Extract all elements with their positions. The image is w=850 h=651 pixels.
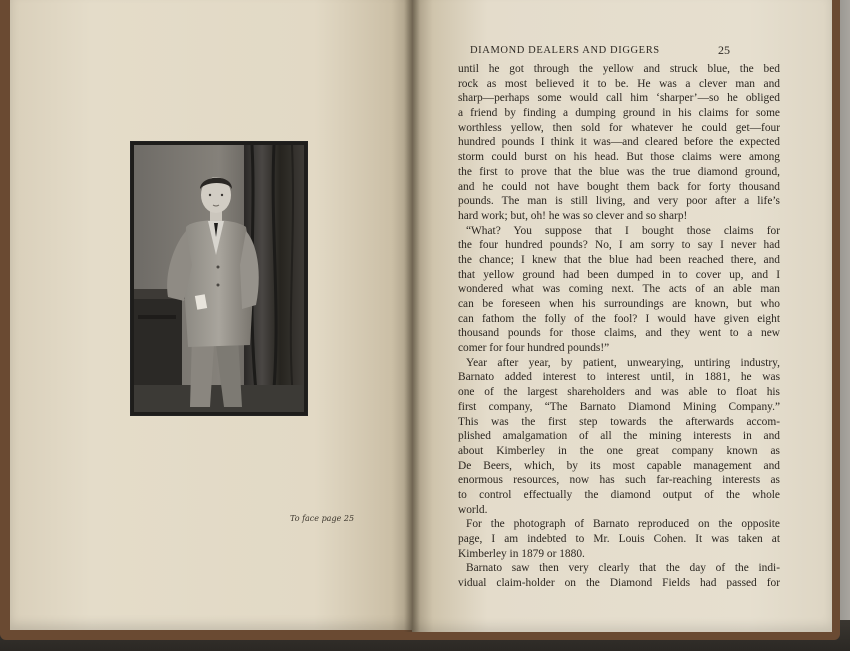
text-line: until he got through the yellow and struck blue, the bed: [458, 63, 780, 75]
text-line: one of the largest shareholders and was able to float his: [458, 386, 780, 399]
text-line: thousand pounds for those claims, and they went to a new: [458, 327, 780, 340]
text-line: can be foreseen when his surroundings are known, but who: [458, 298, 780, 310]
text-line: storm could burst on his head. But those claims were among: [458, 151, 780, 164]
text-line: hundred pounds I think it was—and cleared before the expected: [458, 136, 780, 149]
text-line: the chance; I knew that the blue had been reached there, and: [458, 253, 780, 266]
text-line: the four hundred pounds? No, I am sorry to say I never had: [458, 239, 780, 252]
text-line: enormous resources, now has such far-reaching interests as: [458, 474, 780, 487]
text-line: to control effectually the diamond output of the whole: [458, 488, 780, 501]
text-line: comer for four hundred pounds!”: [458, 342, 610, 355]
body-text: [458, 62, 780, 591]
text-line: pounds. The man is still living, and very poor after a life’s: [458, 195, 780, 208]
plate-caption: To face page 25: [290, 514, 355, 523]
text-line: “What? You suppose that I bought those claims for: [466, 224, 780, 237]
text-line: a friend by finding a dumping ground in his claims for some: [458, 107, 780, 120]
text-line: the first to prove that the blue was the true diamond ground,: [458, 165, 780, 178]
text-line: Kimberley in 1879 or 1880.: [458, 547, 585, 560]
text-line: and he could not have bought them back for forty thousand: [458, 180, 780, 193]
text-line: Barnato added interest to interest until, in 1881, he was: [458, 371, 780, 384]
text-line: sharp—perhaps some would call him ‘sharper’—so he obliged: [458, 92, 780, 105]
text-line: Year after year, by patient, unwearying, untiring industry,: [466, 356, 780, 369]
text-line: plished amalgamation of all the mining interests in and: [458, 430, 780, 443]
text-line: vidual claim-holder on the Diamond Fields had passed for: [458, 577, 780, 590]
text-line: worthless yellow, then sold for whatever he could get—four: [458, 121, 780, 134]
text-line: that yellow ground had been dumped in to cover up, and I: [458, 268, 780, 281]
text-line: Barnato saw then very clearly that the day of the indi-: [466, 562, 780, 575]
page-number: 25: [718, 43, 730, 57]
text-line: rock as most believed it to be. He was a clever man and: [458, 77, 780, 90]
running-head: DIAMOND DEALERS AND DIGGERS: [470, 45, 660, 56]
text-line: This was the first step towards the afterwards accom-: [458, 415, 780, 428]
text-line: world.: [458, 503, 488, 516]
text-line: first company, “The Barnato Diamond Mining Company.”: [458, 400, 780, 413]
portrait-photograph: [130, 141, 308, 416]
text-line: about Kimberley in the one great company known as: [458, 444, 780, 457]
text-line: hard work; but, oh! he was so clever and so sharp!: [458, 209, 688, 222]
text-line: For the photograph of Barnato reproduced on the opposite: [466, 518, 780, 531]
text-line: can fathom the folly of the fool? I would have given eight: [458, 312, 780, 325]
book-gutter: [404, 0, 420, 632]
portrait-image: [134, 145, 304, 412]
text-line: De Beers, which, by its most capable management and: [458, 459, 780, 472]
text-line: page, I am indebted to Mr. Louis Cohen. It was taken at: [458, 533, 780, 545]
text-line: wondered what was coming next. The acts of an able man: [458, 283, 780, 296]
